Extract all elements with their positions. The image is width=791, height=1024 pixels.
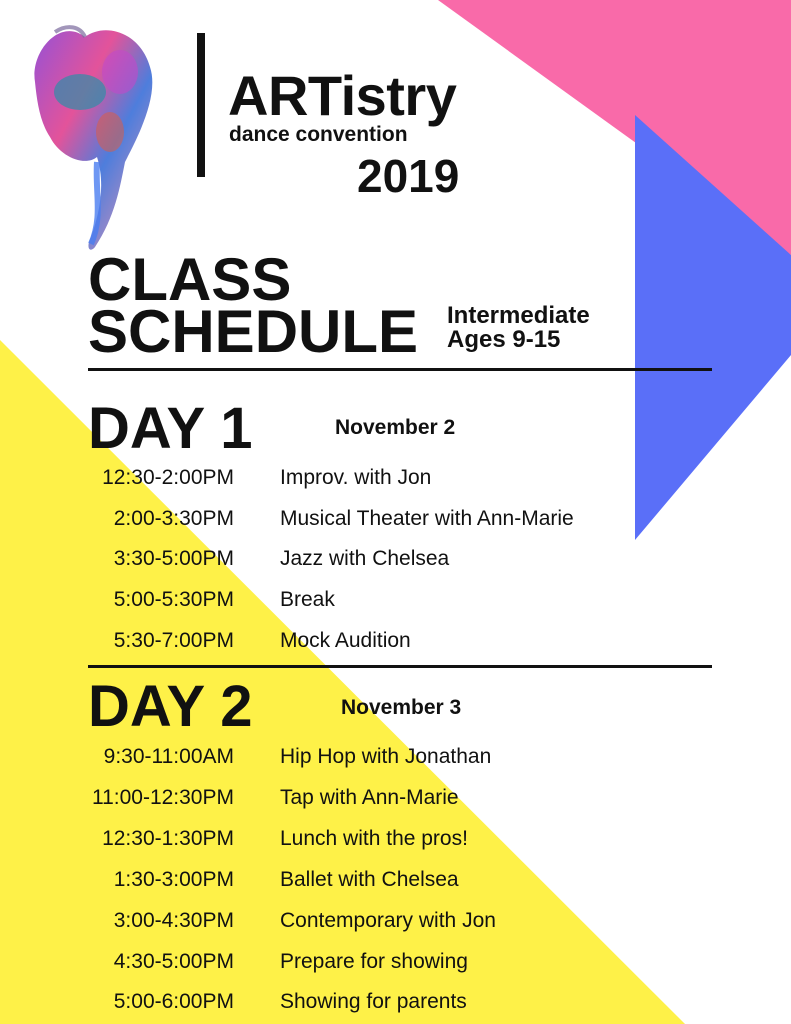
day-2-activity-6: Prepare for showing [280, 950, 468, 973]
day-2-time-3: 12:30-1:30PM [102, 827, 234, 850]
day-1-heading: DAY 1 [88, 396, 253, 461]
day-1-time-1: 12:30-2:00PM [102, 466, 234, 489]
title-line-1: CLASS [88, 246, 292, 313]
day-2-time-1: 9:30-11:00AM [103, 745, 234, 768]
day-2-activity-3: Lunch with the pros! [280, 827, 468, 850]
day-2-activity-1: Hip Hop with Jonathan [280, 745, 492, 768]
day-1-activity-4: Break [280, 588, 335, 611]
day-2-time-6: 4:30-5:00PM [113, 950, 234, 973]
title-divider-bar [197, 33, 205, 177]
day-2-date: November 3 [341, 696, 462, 719]
section-divider-1 [88, 368, 712, 371]
ages-label: Ages 9-15 [447, 326, 561, 353]
day-1-activity-2: Musical Theater with Ann-Marie [280, 507, 574, 530]
day-1-time-2: 2:00-3:30PM [113, 507, 234, 530]
dancer-illustration [25, 12, 175, 262]
day-2-time-4: 1:30-3:00PM [113, 868, 234, 891]
day-1-time-4: 5:00-5:30PM [113, 588, 234, 611]
day-2-activity-4: Ballet with Chelsea [280, 868, 459, 891]
day-1-time-3: 3:30-5:00PM [113, 547, 234, 570]
day-2-time-7: 5:00-6:00PM [113, 990, 234, 1013]
day-2-activity-2: Tap with Ann-Marie [280, 786, 459, 809]
day-2-heading: DAY 2 [88, 674, 253, 739]
day-2-activity-7: Showing for parents [280, 990, 467, 1013]
day-2-time-2: 11:00-12:30PM [91, 786, 234, 809]
day-1-activity-3: Jazz with Chelsea [280, 547, 450, 570]
day-1-date: November 2 [335, 416, 456, 439]
day-1-activity-5: Mock Audition [280, 629, 411, 652]
day-2-activity-5: Contemporary with Jon [280, 909, 496, 932]
day-1-time-5: 5:30-7:00PM [113, 629, 234, 652]
level-label: Intermediate [447, 302, 590, 329]
day-2-time-5: 3:00-4:30PM [113, 909, 234, 932]
brand-name: ARTistry [228, 64, 457, 127]
brand-subtitle: dance convention [229, 123, 408, 146]
event-year: 2019 [357, 150, 460, 202]
day-1-activity-1: Improv. with Jon [280, 466, 432, 489]
title-line-2: SCHEDULE [88, 298, 419, 365]
section-divider-2 [88, 665, 712, 668]
